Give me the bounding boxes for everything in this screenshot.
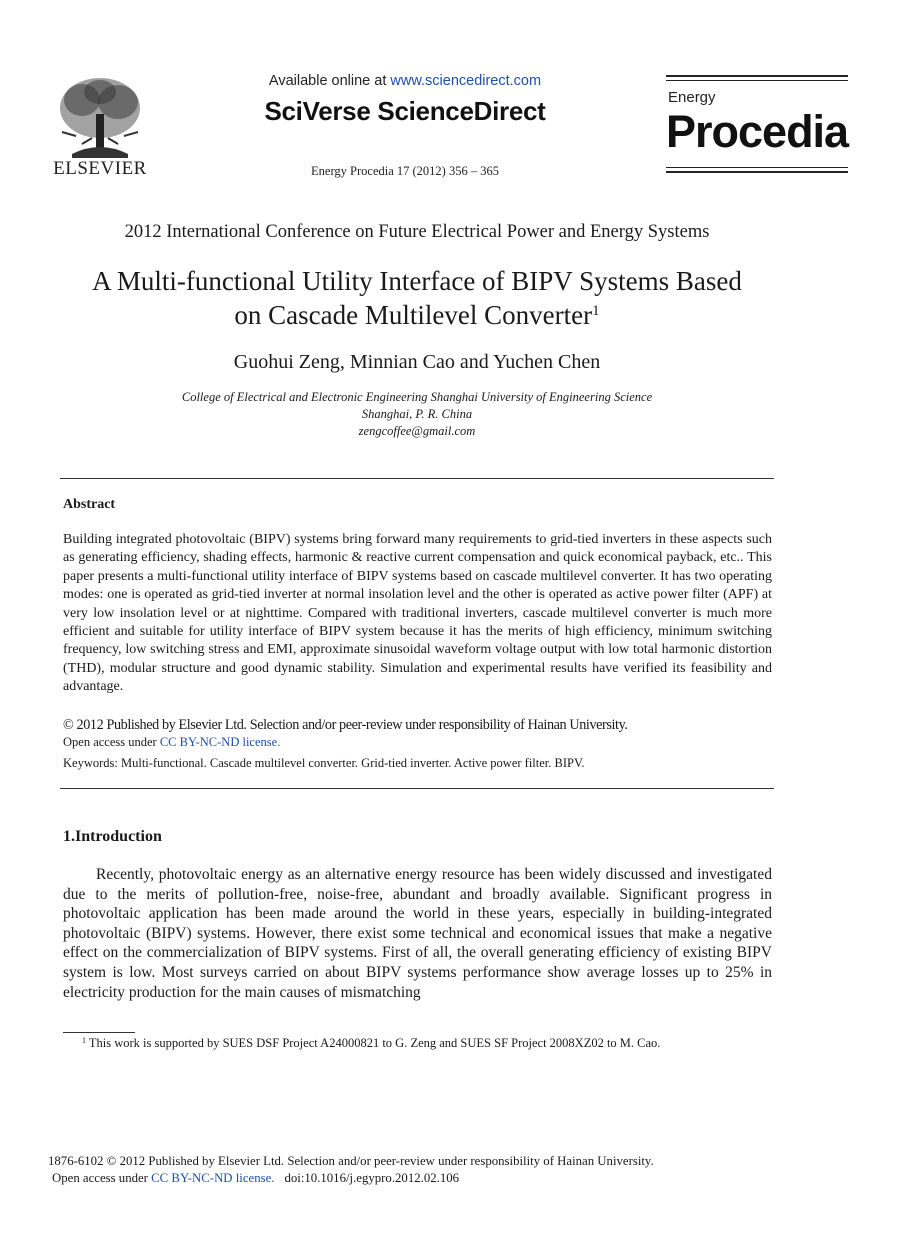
divider-top <box>60 478 774 479</box>
abstract-heading: Abstract <box>63 497 116 512</box>
energy-procedia-logo <box>666 75 848 175</box>
footer-open-access-line <box>52 1171 459 1186</box>
sciencedirect-link[interactable]: www.sciencedirect.com <box>390 73 542 89</box>
footnote-rule <box>63 1032 135 1033</box>
available-prefix: Available online at <box>268 73 391 89</box>
paper-title <box>60 264 774 332</box>
author-email: zengcoffee@gmail.com <box>358 424 476 438</box>
introduction-heading: 1.Introduction <box>63 828 162 845</box>
footer-issn-line: 1876-6102 © 2012 Published by Elsevier Ltd. Selection and/or peer-review under responsibility of Hainan University. <box>48 1154 654 1168</box>
procedia-logo-word: Procedia <box>666 106 849 157</box>
keywords: Keywords: Multi-functional. Cascade multilevel converter. Grid-tied inverter. Active power filter. BIPV. <box>63 756 585 770</box>
footer-doi[interactable]: doi:10.1016/j.egypro.2012.02.106 <box>284 1171 460 1185</box>
open-access-prefix: Open access under <box>63 735 160 749</box>
elsevier-wordmark: ELSEVIER <box>53 158 147 179</box>
open-access-line <box>63 735 280 750</box>
divider-bottom <box>60 788 774 789</box>
footnote-mark: 1 <box>82 1036 86 1045</box>
copyright-notice: © 2012 Published by Elsevier Ltd. Selection and/or peer-review under responsibility of Hainan University. <box>63 717 628 733</box>
conference-name: 2012 International Conference on Future Electrical Power and Energy Systems <box>124 222 710 242</box>
title-line-2-text: on Cascade Multilevel Converter <box>234 300 593 330</box>
authors: Guohui Zeng, Minnian Cao and Yuchen Chen <box>233 351 601 373</box>
energy-logo-word: Energy <box>668 89 716 106</box>
sciverse-logo-text: SciVerse ScienceDirect <box>264 96 546 126</box>
title-footnote-mark: 1 <box>592 303 600 319</box>
affiliation-line-2: Shanghai, P. R. China <box>361 407 473 421</box>
journal-reference: Energy Procedia 17 (2012) 356 – 365 <box>311 164 499 178</box>
abstract-text: Building integrated photovoltaic (BIPV) systems bring forward many requirements to grid-tied inverters in these aspects such as generating efficiency, shading effects, harmonic & reactive current compensation and quick economical payback, etc.. This paper presents a multi-functional utility interface of BIPV systems based on cascade multilevel converter. It has two operating modes: one is operated as grid-tied inverter at normal insolation level and the other is operated as active power filter (APF) at very low insolation level or at nighttime. Compared with traditional inverters, cascade multilevel converter is much more efficient and suitable for utility interface of BIPV system because it has the merits of high efficiency, minimum switching frequency, low switching stress and EMI, approximate sinusoidal waveform voltage output with low total harmonic distortion (THD), modular structure and good dynamic stability. Simulation and experimental results have verified its feasibility and advantage. <box>63 532 772 695</box>
footnote <box>82 1036 660 1051</box>
footer-open-access-prefix: Open access under <box>52 1171 152 1185</box>
title-line-2 <box>60 298 774 332</box>
available-online-line <box>200 73 610 89</box>
affiliation-line-1: College of Electrical and Electronic Engineering Shanghai University of Engineering Science <box>181 390 653 404</box>
footer-license-link[interactable]: CC BY-NC-ND license. <box>151 1171 275 1185</box>
introduction-text: Recently, photovoltaic energy as an alternative energy resource has been widely discussed and investigated due to the merits of pollution-free, noise-free, abundant and broadly available. Significant progress in photovoltaic application has been made around the world in these years, especially in building-integrated photovoltaic (BIPV) systems. However, there exist some technical and economical issues that make a negative effect on the commercialization of BIPV systems. First of all, the overall generating efficiency of existing BIPV system is low. Most surveys carried on about BIPV systems performance show average losses up to 25% in electricity production for the main causes of mismatching <box>63 866 772 1001</box>
footnote-text: This work is supported by SUES DSF Project A24000821 to G. Zeng and SUES SF Project 2008XZ02 to M. Cao. <box>86 1036 661 1050</box>
license-link[interactable]: CC BY-NC-ND license. <box>159 735 281 749</box>
title-line-1: A Multi-functional Utility Interface of BIPV Systems Based <box>92 266 742 296</box>
